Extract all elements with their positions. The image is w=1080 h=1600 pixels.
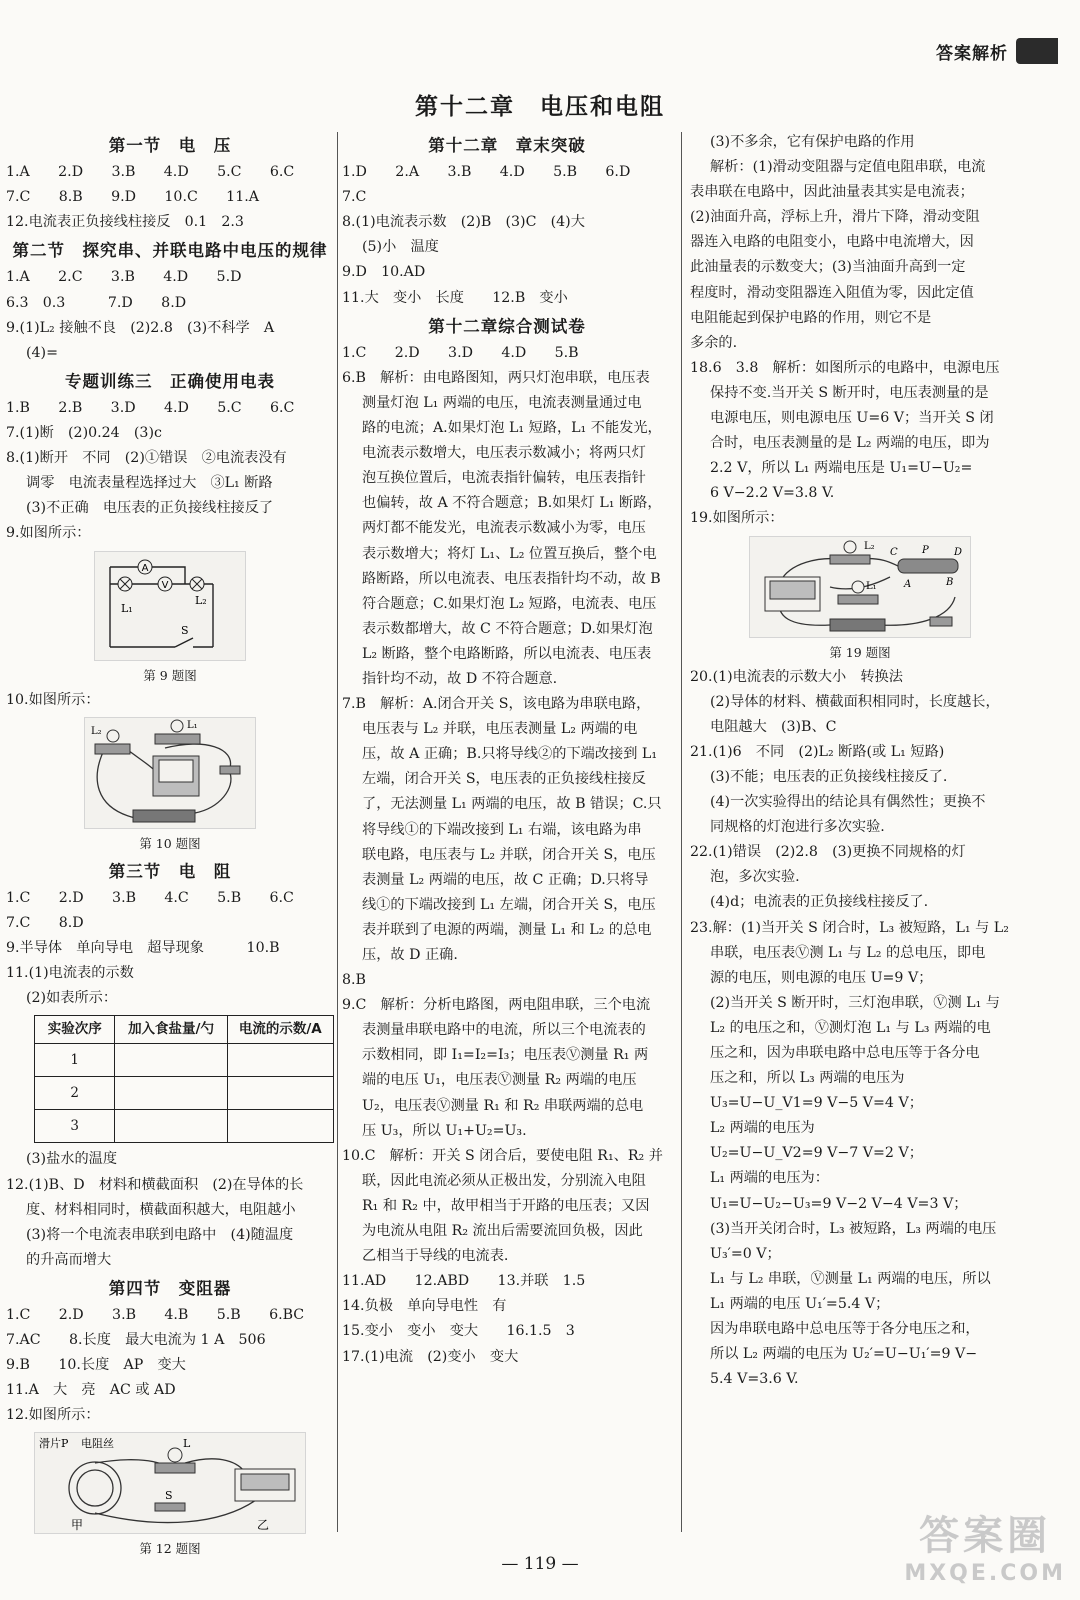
answer-line: (3)不正确 电压表的正负接线柱接反了	[26, 500, 274, 517]
watermark-url: MXQE.COM	[904, 1561, 1066, 1586]
fig9-l2-label: L₂	[195, 593, 207, 607]
answer-line: 12.(1)B、D 材料和横截面积 (2)在导体的长	[6, 1176, 304, 1193]
experiment-table	[34, 1015, 334, 1143]
fig19-c-label: C	[890, 546, 898, 558]
answer-line: 9.如图所示：	[6, 525, 91, 542]
section-heading: 第一节 电 压	[108, 136, 232, 155]
answer-line: 7.(1)断 (2)0.24 (3)c	[6, 425, 162, 442]
answer-line: (2)如表所示：	[26, 990, 118, 1007]
answer-line: 9.C 解析：分析电路图，两电阻串联，三个电流	[342, 997, 651, 1014]
answer-line: 指针均不动，故 D 不符合题意.	[362, 670, 558, 687]
answer-line: L₂ 断路，整个电路断路，所以电流表、电压表	[362, 645, 652, 662]
fig12-yi-label: 乙	[257, 1518, 270, 1533]
answer-line: 6.B 解析：由电路图知，两只灯泡串联，电压表	[342, 369, 650, 386]
answer-line: 5.4 V=3.6 V.	[710, 1371, 799, 1388]
answer-line: U₁=U−U₂−U₃=9 V−2 V−4 V=3 V；	[710, 1195, 968, 1212]
table-row	[35, 1077, 334, 1110]
answer-line: 压之和，因为串联电路中总电压等于各分电	[710, 1045, 980, 1061]
answer-line: (4)d；电流表的正负接线柱接反了.	[710, 894, 929, 911]
answer-line: 合时，电压表测量的是 L₂ 两端的电压，即为	[710, 435, 990, 452]
table-cell: 3	[35, 1110, 115, 1143]
answer-line: 端的电压 U₁，电压表Ⓥ测量 R₂ 两端的电压	[362, 1072, 637, 1089]
answer-line: 表并联到了电源的两端，测量 L₁ 和 L₂ 的总电	[362, 921, 652, 938]
answer-line: 7.B 解析：A.闭合开关 S，该电路为串联电路，	[342, 696, 651, 713]
table-cell: 1	[35, 1044, 115, 1077]
section-heading: 第十二章 章末突破	[428, 136, 586, 155]
answer-line: 左端，闭合开关 S，电压表的正负接线柱接反	[362, 771, 646, 788]
fig12-slider-label: 滑片P	[39, 1437, 69, 1451]
fig9-voltmeter-label: V	[161, 579, 169, 591]
answer-line: 1.A 2.C 3.B 4.D 5.D	[6, 269, 242, 286]
answer-line: 电阻越大 (3)B、C	[710, 718, 837, 735]
answer-line: 示数相同，即 I₁=I₂=I₃；电压表Ⓥ测量 R₁ 两	[362, 1047, 649, 1064]
chapter-title: 第十二章 电压和电阻	[415, 94, 665, 120]
answer-line: 同规格的灯泡进行多次实验.	[710, 819, 885, 836]
answer-line: 测量灯泡 L₁ 两端的电压，电流表测量通过电	[362, 394, 642, 411]
page-number: — 119 —	[501, 1554, 579, 1574]
answer-line: (4)一次实验得出的结论具有偶然性；更换不	[710, 794, 986, 811]
fig10-l2-label: L₂	[91, 725, 102, 737]
answer-line: 解析：(1)滑动变阻器与定值电阻串联，电流	[710, 159, 986, 176]
answer-line: 压，故 D 正确.	[362, 947, 458, 963]
answer-line: 17.(1)电流 (2)变小 变大	[342, 1348, 519, 1365]
answer-line: 所以 L₂ 两端的电压为 U₂′=U−U₁′=9 V−	[710, 1346, 978, 1363]
answer-line: 19.如图所示：	[690, 510, 784, 527]
answer-column-1	[6, 130, 334, 1562]
answer-line: L₁ 两端的电压为：	[710, 1170, 829, 1187]
answer-line: 乙相当于导线的电流表.	[362, 1248, 509, 1265]
answer-line: 1.C 2.D 3.B 4.C 5.B 6.C	[6, 889, 294, 906]
watermark-text: 答案圈	[919, 1513, 1052, 1559]
watermark-logo	[904, 1504, 1066, 1586]
answer-line: 表测量串联电路中的电流，所以三个电流表的	[362, 1022, 646, 1039]
answer-line: 15.变小 变小 变大 16.1.5 3	[342, 1323, 575, 1340]
answer-line: 压 U₃，所以 U₁+U₂=U₃.	[362, 1122, 527, 1139]
fig9-ammeter-label: A	[141, 562, 149, 574]
answer-line: 2.2 V，所以 L₁ 两端电压是 U₁=U−U₂=	[710, 460, 973, 477]
answer-line: 8.(1)断开 不同 (2)①错误 ②电流表没有	[6, 450, 287, 467]
table-header: 电流的示数/A	[227, 1016, 333, 1044]
answer-line: 此油量表的示数变大；(3)当油面升高到一定	[690, 259, 966, 276]
table-header: 加入食盐量/勺	[115, 1016, 227, 1044]
answer-line: U₃′=0 V；	[710, 1245, 781, 1262]
answer-line: (4)=	[26, 344, 58, 361]
answer-line: 压，故 A 正确；B.只将导线②的下端改接到 L₁	[362, 746, 658, 763]
answer-line: (2)导体的材料、横截面积相同时，长度越长，	[710, 693, 1000, 710]
figure-19-circuit	[749, 536, 971, 638]
answer-line: 9.B 10.长度 AP 变大	[6, 1357, 186, 1374]
header-tab-mark	[1016, 38, 1058, 64]
answer-line: 源的电压，则电源的电压 U=9 V；	[710, 969, 933, 986]
answer-line: U₂=U−U_V2=9 V−7 V=2 V；	[710, 1145, 923, 1162]
answer-line: 表示数增大；将灯 L₁、L₂ 位置互换后，整个电	[362, 545, 657, 562]
table-row	[35, 1110, 334, 1143]
answer-line: 7.C 8.B 9.D 10.C 11.A	[6, 189, 259, 206]
answer-line: 器连入电路的电阻变小，电路中电流增大，因	[690, 234, 974, 251]
answer-line: 1.D 2.A 3.B 4.D 5.B 6.D	[342, 164, 631, 181]
answer-line: 10.C 解析：开关 S 闭合后，要使电阻 R₁、R₂ 并	[342, 1147, 663, 1164]
fig9-switch-label: S	[181, 623, 189, 637]
fig19-p-label: P	[922, 544, 929, 556]
fig12-switch-label: S	[165, 1489, 173, 1503]
answer-line: 20.(1)电流表的示数大小 转换法	[690, 668, 903, 685]
fig9-l1-label: L₁	[121, 601, 133, 615]
answer-line: 22.(1)错误 (2)2.8 (3)更换不同规格的灯	[690, 844, 966, 861]
answer-line: 表测量 L₂ 两端的电压，故 C 正确；D.只将导	[362, 871, 649, 888]
answer-line: L₁ 两端的电压 U₁′=5.4 V；	[710, 1295, 890, 1312]
figure-caption: 第 12 题图	[139, 1541, 201, 1557]
answer-line: 调零 电流表量程选择过大 ③L₁ 断路	[26, 475, 273, 492]
figure-12-circuit	[34, 1432, 306, 1534]
answer-line: U₂，电压表Ⓥ测量 R₁ 和 R₂ 串联两端的总电	[362, 1097, 644, 1114]
answer-line: 9.(1)L₂ 接触不良 (2)2.8 (3)不科学 A	[6, 319, 275, 336]
answer-line: U₃=U−U_V1=9 V−5 V=4 V；	[710, 1095, 923, 1112]
fig19-d-label: D	[954, 546, 963, 558]
answer-line: R₁ 和 R₂ 中，故甲相当于开路的电压表；又因	[362, 1197, 650, 1214]
answer-line: 电流表示数增大，电压表示数减小；将两只灯	[362, 445, 646, 462]
answer-line: 程度时，滑动变阻器连入阻值为零，因此定值	[690, 284, 974, 301]
answer-line: 表串联在电路中，因此油量表其实是电流表；	[690, 184, 974, 201]
answer-line: 11.大 变小 长度 12.B 变小	[342, 289, 568, 306]
answer-line: 联电路，电压表与 L₂ 并联，闭合开关 S，电压	[362, 846, 656, 863]
answer-line: 也偏转，故 A 不符合题意；B.如果灯 L₁ 断路，	[362, 495, 662, 512]
answer-line: 1.B 2.B 3.D 4.D 5.C 6.C	[6, 399, 295, 416]
answer-line: 了，无法测量 L₁ 两端的电压，故 B 错误；C.只	[362, 796, 662, 813]
answer-line: L₁ 与 L₂ 串联，Ⓥ测量 L₁ 两端的电压，所以	[710, 1270, 991, 1287]
answer-line: L₂ 的电压之和，Ⓥ测灯泡 L₁ 与 L₃ 两端的电	[710, 1019, 991, 1036]
answer-line: 为电流从电阻 R₂ 流出后需要流回负极，因此	[362, 1223, 643, 1240]
answer-line: 度、材料相同时，横截面积越大，电阻越小	[26, 1201, 296, 1218]
answer-line: 电压表与 L₂ 并联，电压表测量 L₂ 两端的电	[362, 721, 638, 738]
table-header: 实验次序	[35, 1016, 115, 1044]
answer-line: L₂ 两端的电压为	[710, 1120, 815, 1137]
answer-line: 两灯都不能发光，电流表示数减小为零，电压	[362, 520, 646, 537]
answer-line: 12.如图所示：	[6, 1407, 100, 1424]
answer-line: 6.3 0.3 7.D 8.D	[6, 294, 187, 311]
answer-line: 线①的下端改接到 L₁ 左端，闭合开关 S，电压	[362, 896, 656, 913]
answer-line: 8.(1)电流表示数 (2)B (3)C (4)大	[342, 214, 585, 231]
answer-line: (3)当开关闭合时，L₃ 被短路，L₃ 两端的电压	[710, 1220, 997, 1237]
answer-line: 7.C	[342, 189, 367, 206]
fig12-wire-label: 电阻丝	[81, 1437, 114, 1451]
answer-line: 1.C 2.D 3.B 4.B 5.B 6.BC	[6, 1307, 305, 1323]
answer-line: (3)不多余，它有保护电路的作用	[710, 134, 915, 150]
answer-line: (3)不能；电压表的正负接线柱接反了.	[710, 768, 948, 785]
answer-line: 7.AC 8.长度 最大电流为 1 A 506	[6, 1332, 266, 1349]
figure-caption: 第 10 题图	[139, 835, 201, 851]
section-heading: 第三节 电 阻	[108, 861, 232, 881]
figure-caption: 第 19 题图	[829, 644, 891, 660]
answer-line: 将导线①的下端改接到 L₁ 右端，该电路为串	[362, 821, 642, 838]
answer-line: 11.(1)电流表的示数	[6, 965, 134, 982]
answer-line: 9.D 10.AD	[342, 264, 426, 281]
table-cell: 2	[35, 1077, 115, 1110]
fig19-l1-label: L₁	[866, 580, 877, 592]
answer-line: 串联，电压表Ⓥ测 L₁ 与 L₂ 的总电压，即电	[710, 944, 986, 961]
answer-line: 12.电流表正负接线柱接反 0.1 2.3	[6, 214, 244, 231]
figure-9-circuit	[94, 551, 246, 661]
answer-line: 泡，多次实验.	[710, 869, 800, 886]
section-heading: 第二节 探究串、并联电路中电压的规律	[12, 241, 328, 261]
table-row	[35, 1044, 334, 1077]
header-label: 答案解析	[936, 43, 1008, 64]
section-heading: 第四节 变阻器	[108, 1278, 232, 1298]
answer-line: (5)小 温度	[362, 239, 439, 256]
figure-caption: 第 9 题图	[143, 667, 197, 683]
answer-line: 10.如图所示：	[6, 691, 100, 708]
answer-line: 路的电流；A.如果灯泡 L₁ 短路，L₁ 不能发光，	[362, 420, 662, 437]
answer-line: 泡互换位置后，电流表指针偏转，电压表指针	[362, 470, 646, 487]
answer-line: (3)盐水的温度	[26, 1151, 118, 1168]
answer-line: 1.A 2.D 3.B 4.D 5.C 6.C	[6, 164, 295, 181]
answer-line: 6 V−2.2 V=3.8 V.	[710, 485, 835, 502]
page-header	[936, 38, 1058, 64]
answer-line: 联，因此电流必须从正极出发，分别流入电阻	[362, 1172, 646, 1189]
column-divider	[337, 132, 338, 1532]
answer-line: (2)油面升高，浮标上升，滑片下降，滑动变阻	[690, 209, 980, 226]
answer-line: 18.6 3.8 解析：如图所示的电路中，电源电压	[690, 359, 1000, 376]
answer-line: 7.C 8.D	[6, 914, 84, 931]
answer-line: 的升高而增大	[26, 1251, 112, 1268]
answer-line: 表示数都增大，故 C 不符合题意；D.如果灯泡	[362, 620, 653, 637]
fig19-l2-label: L₂	[864, 540, 875, 552]
answer-line: 路断路，所以电流表、电压表指针均不动，故 B	[362, 570, 661, 587]
section-heading: 第十二章综合测试卷	[428, 316, 586, 336]
answer-line: (2)当开关 S 断开时，三灯泡串联，Ⓥ测 L₁ 与	[710, 994, 1000, 1011]
answer-line: 电阻能起到保护电路的作用，则它不是	[690, 309, 932, 326]
answer-line: 保持不变.当开关 S 断开时，电压表测量的是	[710, 384, 989, 401]
answer-line: 9.半导体 单向导电 超导现象 10.B	[6, 940, 280, 957]
answer-line: 因为串联电路中总电压等于各分电压之和，	[710, 1321, 980, 1338]
answer-line: 21.(1)6 不同 (2)L₂ 断路(或 L₁ 短路)	[690, 743, 945, 760]
answer-line: 1.C 2.D 3.D 4.D 5.B	[342, 344, 579, 361]
answer-line: 8.B	[342, 972, 366, 989]
column-divider	[681, 132, 682, 1532]
section-heading: 专题训练三 正确使用电表	[65, 371, 275, 391]
answer-line: 23.解：(1)当开关 S 闭合时，L₃ 被短路，L₁ 与 L₂	[690, 919, 1009, 936]
answer-line: 电源电压，则电源电压 U=6 V；当开关 S 闭	[710, 410, 994, 427]
answer-line: 符合题意；C.如果灯泡 L₂ 短路，电流表、电压	[362, 595, 657, 612]
fig10-l1-label: L₁	[187, 719, 198, 731]
answer-line: 14.负极 单向导电性 有	[342, 1298, 507, 1315]
figure-10-circuit	[84, 717, 256, 829]
answer-line: 11.A 大 亮 AC 或 AD	[6, 1382, 176, 1399]
fig19-b-label: B	[946, 576, 954, 588]
fig12-jia-label: 甲	[71, 1518, 84, 1533]
answer-column-2	[342, 130, 672, 1370]
answer-line: 多余的.	[690, 334, 738, 351]
answer-line: 11.AD 12.ABD 13.并联 1.5	[342, 1273, 586, 1290]
fig12-lamp-label: L	[183, 1437, 191, 1451]
answer-line: 压之和，所以 L₃ 两端的电压为	[710, 1070, 905, 1087]
answer-line: (3)将一个电流表串联到电路中 (4)随温度	[26, 1226, 294, 1243]
answer-column-3	[690, 130, 1030, 1392]
fig19-a-label: A	[904, 578, 912, 590]
